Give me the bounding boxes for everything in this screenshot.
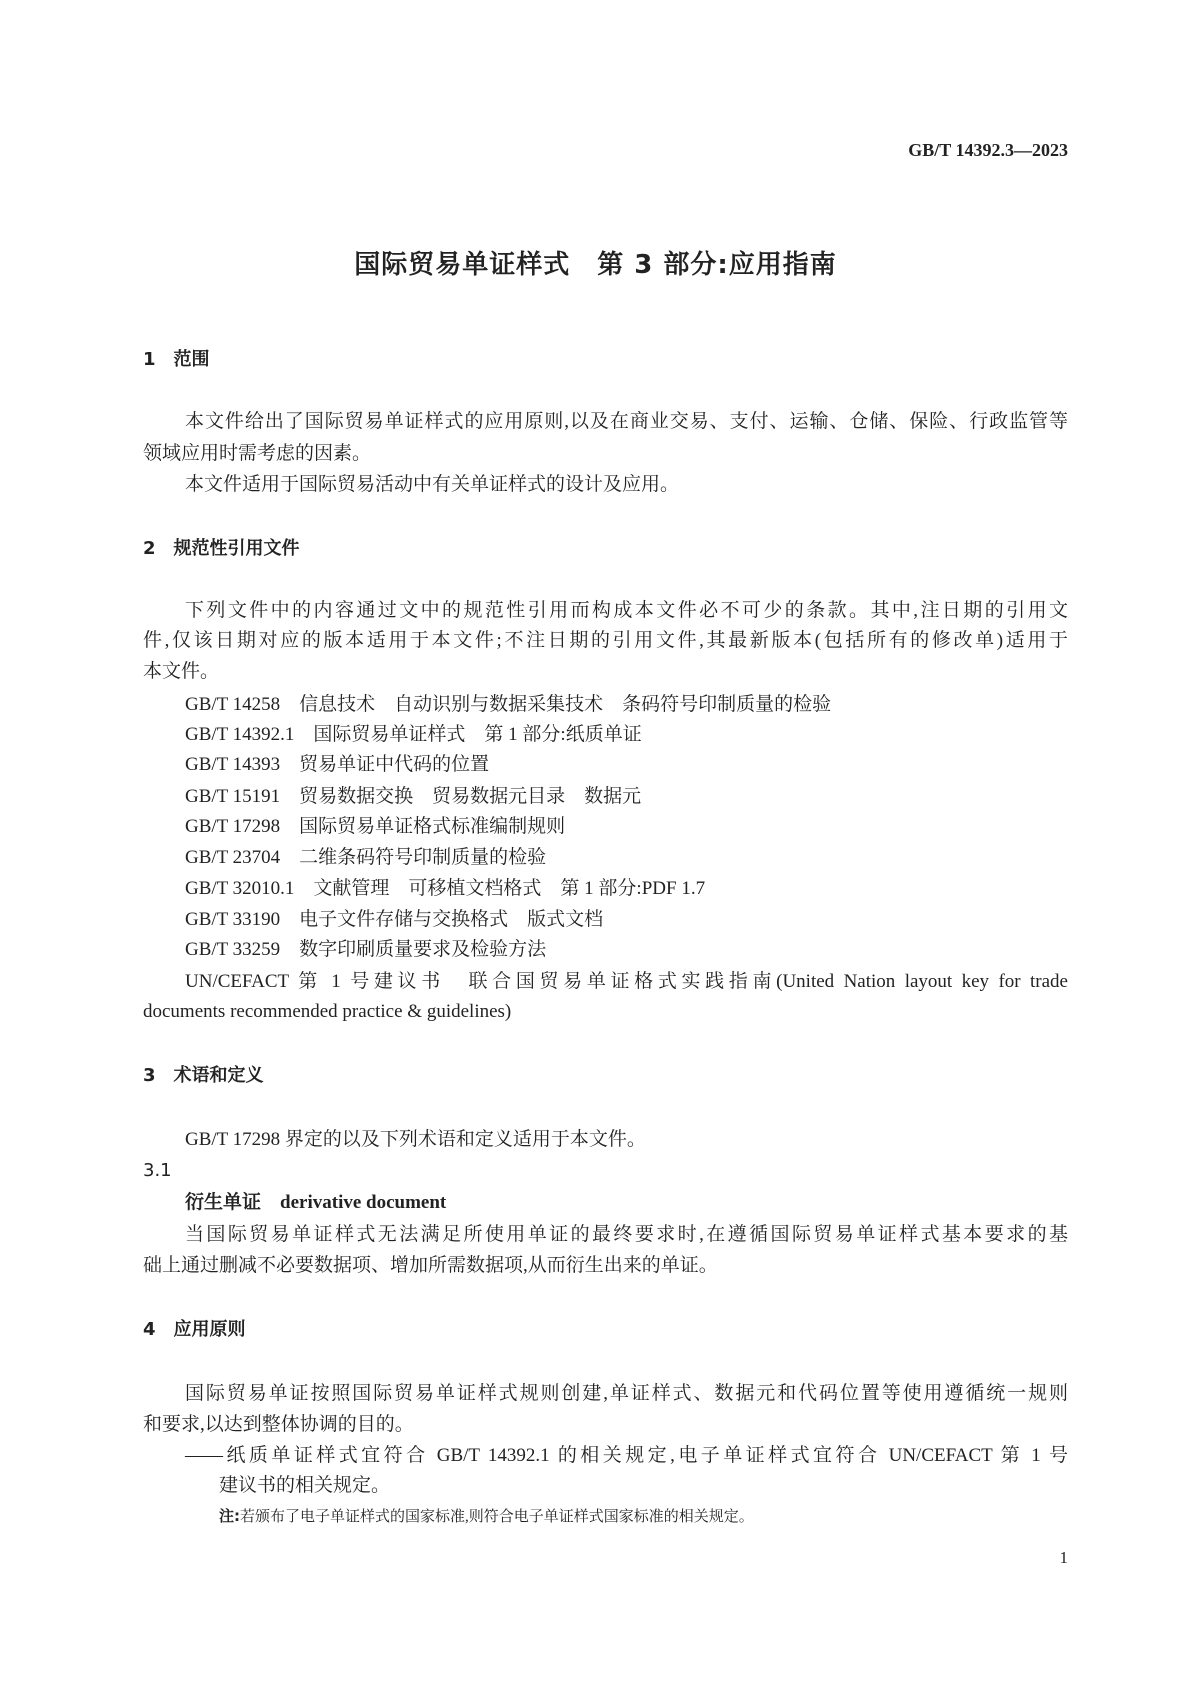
bullet-line: ——纸质单证样式宜符合 GB/T 14392.1 的相关规定,电子单证样式宜符合 UN/CEFACT 第 1 号	[185, 1445, 1068, 1466]
term-separator	[261, 1192, 280, 1213]
term-number: 3.1	[143, 1160, 172, 1181]
definition-line: 当国际贸易单证样式无法满足所使用单证的最终要求时,在遵循国际贸易单证样式基本要求的基	[185, 1224, 1068, 1245]
reference-item: GB/T 33259 数字印刷质量要求及检验方法	[185, 939, 547, 960]
section-heading: 4 应用原则	[143, 1319, 246, 1340]
paragraph-line: 国际贸易单证按照国际贸易单证样式规则创建,单证样式、数据元和代码位置等使用遵循统一规则	[185, 1383, 1068, 1404]
paragraph-line: 本文件给出了国际贸易单证样式的应用原则,以及在商业交易、支付、运输、仓储、保险、行政监管等	[185, 411, 1068, 432]
reference-item: GB/T 14392.1 国际贸易单证样式 第 1 部分:纸质单证	[185, 724, 642, 745]
page-title: 国际贸易单证样式 第 3 部分:应用指南	[354, 250, 837, 280]
reference-item: GB/T 23704 二维条码符号印制质量的检验	[185, 847, 547, 868]
term-cn: 衍生单证	[185, 1191, 262, 1213]
paragraph-line: 领域应用时需考虑的因素。	[143, 443, 372, 464]
reference-item: GB/T 14258 信息技术 自动识别与数据采集技术 条码符号印制质量的检验	[185, 694, 832, 715]
term-entry	[185, 1189, 1068, 1216]
standard-number: GB/T 14392.3—2023	[908, 140, 1068, 160]
note-label: 注:	[219, 1507, 240, 1525]
reference-item: GB/T 17298 国际贸易单证格式标准编制规则	[185, 816, 566, 837]
reference-item: GB/T 15191 贸易数据交换 贸易数据元目录 数据元	[185, 786, 642, 807]
paragraph-line: GB/T 17298 界定的以及下列术语和定义适用于本文件。	[185, 1129, 646, 1150]
section-heading: 3 术语和定义	[143, 1065, 264, 1086]
note-text: 若颁布了电子单证样式的国家标准,则符合电子单证样式国家标准的相关规定。	[240, 1509, 754, 1525]
paragraph-line: 件,仅该日期对应的版本适用于本文件;不注日期的引用文件,其最新版本(包括所有的修改单)适用于	[143, 630, 1068, 651]
page-number: 1	[1059, 1548, 1068, 1567]
section-heading: 1 范围	[143, 349, 210, 370]
section-heading: 2 规范性引用文件	[143, 538, 300, 559]
bullet-line: 建议书的相关规定。	[219, 1475, 391, 1496]
paragraph-line: 本文件。	[143, 661, 220, 682]
reference-item: documents recommended practice & guidelines)	[143, 1001, 512, 1022]
note	[219, 1503, 1068, 1530]
definition-line: 础上通过删减不必要数据项、增加所需数据项,从而衍生出来的单证。	[143, 1255, 718, 1276]
paragraph-line: 和要求,以达到整体协调的目的。	[143, 1414, 414, 1435]
paragraph-line: 下列文件中的内容通过文中的规范性引用而构成本文件必不可少的条款。其中,注日期的引用文	[185, 600, 1068, 621]
reference-item: UN/CEFACT 第 1 号建议书 联合国贸易单证格式实践指南(United Nation layout key for trade	[185, 971, 1068, 992]
reference-item: GB/T 33190 电子文件存储与交换格式 版式文档	[185, 909, 604, 930]
paragraph-line: 本文件适用于国际贸易活动中有关单证样式的设计及应用。	[185, 474, 680, 495]
reference-item: GB/T 14393 贸易单证中代码的位置	[185, 754, 490, 775]
reference-item: GB/T 32010.1 文献管理 可移植文档格式 第 1 部分:PDF 1.7	[185, 878, 706, 899]
term-en: derivative document	[280, 1192, 447, 1213]
